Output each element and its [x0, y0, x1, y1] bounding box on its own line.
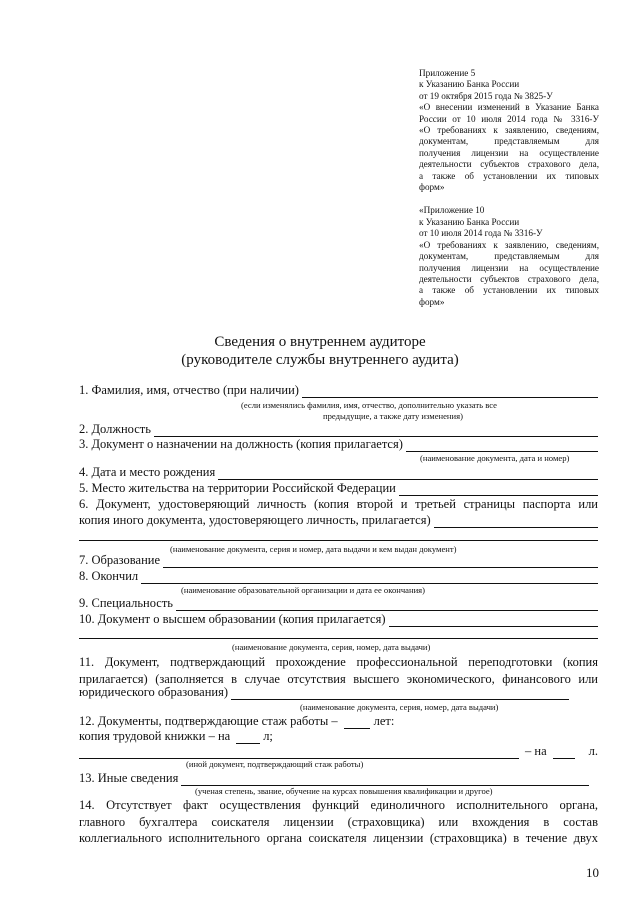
appendix-10-line: а также об установлении их типовых	[419, 285, 599, 296]
appendix-10-line: «Приложение 10	[419, 205, 485, 216]
field-label: 11. Документ, подтверждающий прохождение профессиональной переподготовки (копия	[79, 655, 598, 669]
field-caption: (наименование документа, серия, номер, дата выдачи)	[300, 702, 499, 712]
field-caption: (наименование документа, дата и номер)	[420, 453, 570, 463]
field-work-experience	[79, 714, 598, 729]
field-specialty[interactable]	[79, 596, 598, 611]
appendix-5-line: от 19 октября 2015 года № 3825-У	[419, 90, 553, 101]
appendix-10-line: получения лицензии на осуществление	[419, 262, 599, 273]
field-caption: (наименование документа, серия, номер, дата выдачи)	[232, 642, 431, 652]
field-label: 1. Фамилия, имя, отчество (при наличии)	[79, 383, 299, 397]
appendix-10-line: форм»	[419, 296, 445, 307]
page-number: 10	[586, 865, 599, 880]
appendix-5-line: «О требованиях к заявлению, сведениям,	[419, 125, 599, 136]
field-other-experience-document	[79, 744, 598, 759]
field-label: 5. Место жительства на территории Российской Федерации	[79, 481, 396, 495]
field-employment-record	[79, 729, 598, 744]
field-label: прилагается) (заполняется в случае отсутствия высшего экономического, финансового или	[79, 671, 598, 686]
appendix-10-block	[419, 205, 599, 308]
appendix-5-line: Приложение 5	[419, 68, 476, 78]
field-label: юридического образования)	[79, 685, 228, 699]
field-identity-document[interactable]	[79, 513, 598, 528]
field-caption: (если изменялись фамилия, имя, отчество, дополнительно указать все	[241, 400, 497, 410]
field-higher-education-document[interactable]	[79, 612, 598, 627]
field-other-info[interactable]	[79, 771, 589, 786]
field-label: 9. Специальность	[79, 596, 174, 610]
field-caption: предыдущие, а также дату изменения)	[323, 411, 463, 421]
pages-blank[interactable]	[553, 748, 575, 759]
appendix-10-line: от 10 июля 2014 года № 3316-У	[419, 228, 543, 239]
form-title: Сведения о внутреннем аудиторе	[214, 334, 426, 350]
appendix-5-line: к Указанию Банка России	[419, 79, 520, 90]
field-caption: (наименование образовательной организации и дата ее окончания)	[181, 585, 425, 595]
field-label: копия иного документа, удостоверяющего личность, прилагается)	[79, 513, 431, 527]
appendix-5-block	[419, 68, 599, 193]
field-caption: (ученая степень, звание, обучение на курсах повышения квалификации и другое)	[195, 786, 493, 796]
field-label: 7. Образование	[79, 553, 161, 567]
statement-line: 14. Отсутствует факт осуществления функций единоличного исполнительного органа,	[79, 798, 598, 812]
field-education[interactable]	[79, 553, 598, 568]
field-label: л;	[263, 729, 273, 743]
appendix-5-line: России от 10 июля 2014 года № 3316-У	[419, 113, 599, 124]
field-label: 3. Документ о назначении на должность (копия прилагается)	[79, 437, 403, 451]
years-blank[interactable]	[344, 718, 370, 729]
field-full-name[interactable]	[79, 383, 598, 398]
field-label: 10. Документ о высшем образовании (копия прилагается)	[79, 612, 386, 626]
field-residence[interactable]	[79, 481, 598, 496]
appendix-header	[419, 68, 599, 308]
field-appointment-document[interactable]	[79, 437, 598, 452]
field-label: 2. Должность	[79, 422, 151, 436]
appendix-5-line: документам, представляемым для	[419, 136, 599, 147]
field-label: 13. Иные сведения	[79, 771, 179, 785]
appendix-5-line: а также об установлении их типовых	[419, 170, 599, 181]
field-label: 6. Документ, удостоверяющий личность (копия второй и третьей страницы паспорта или	[79, 497, 598, 511]
form-subtitle: (руководителе службы внутреннего аудита)	[181, 352, 459, 368]
fill-line[interactable]	[79, 747, 519, 759]
field-position[interactable]	[79, 422, 598, 437]
field-label: л.	[588, 744, 598, 758]
field-graduated[interactable]	[79, 569, 598, 584]
statement-line: главного бухгалтера соискателя лицензии (страховщика) или вхождения в состав	[79, 814, 598, 829]
statement-14	[79, 797, 598, 847]
field-identity-document-text	[79, 496, 598, 513]
appendix-10-line: документам, представляемым для	[419, 251, 599, 262]
appendix-10-line: к Указанию Банка России	[419, 216, 520, 227]
pages-blank[interactable]	[236, 733, 260, 744]
field-retraining-text	[79, 654, 598, 687]
field-label: 12. Документы, подтверждающие стаж работы –	[79, 714, 338, 728]
statement-line: коллегиального исполнительного органа соискателя лицензии (страховщика) в течение двух	[79, 831, 598, 845]
field-label: копия трудовой книжки – на	[79, 729, 231, 743]
field-retraining-document[interactable]	[79, 685, 569, 700]
field-birth-date-place[interactable]	[79, 465, 598, 480]
appendix-5-line: деятельности субъектов страхового дела,	[419, 159, 599, 170]
appendix-10-line: «О требованиях к заявлению, сведениям,	[419, 239, 599, 250]
field-label: лет:	[373, 714, 395, 728]
fill-line[interactable]	[79, 638, 598, 639]
fill-line[interactable]	[79, 540, 598, 541]
field-label: 4. Дата и место рождения	[79, 465, 216, 479]
appendix-5-line: получения лицензии на осуществление	[419, 147, 599, 158]
field-label: – на	[525, 744, 547, 758]
appendix-5-line: «О внесении изменений в Указание Банка	[419, 102, 599, 113]
appendix-5-line: форм»	[419, 182, 445, 193]
field-caption: (наименование документа, серия и номер, дата выдачи и кем выдан документ)	[170, 544, 457, 554]
field-caption: (иной документ, подтверждающий стаж работы)	[186, 759, 364, 769]
field-label: 8. Окончил	[79, 569, 139, 583]
appendix-10-line: деятельности субъектов страхового дела,	[419, 273, 599, 284]
